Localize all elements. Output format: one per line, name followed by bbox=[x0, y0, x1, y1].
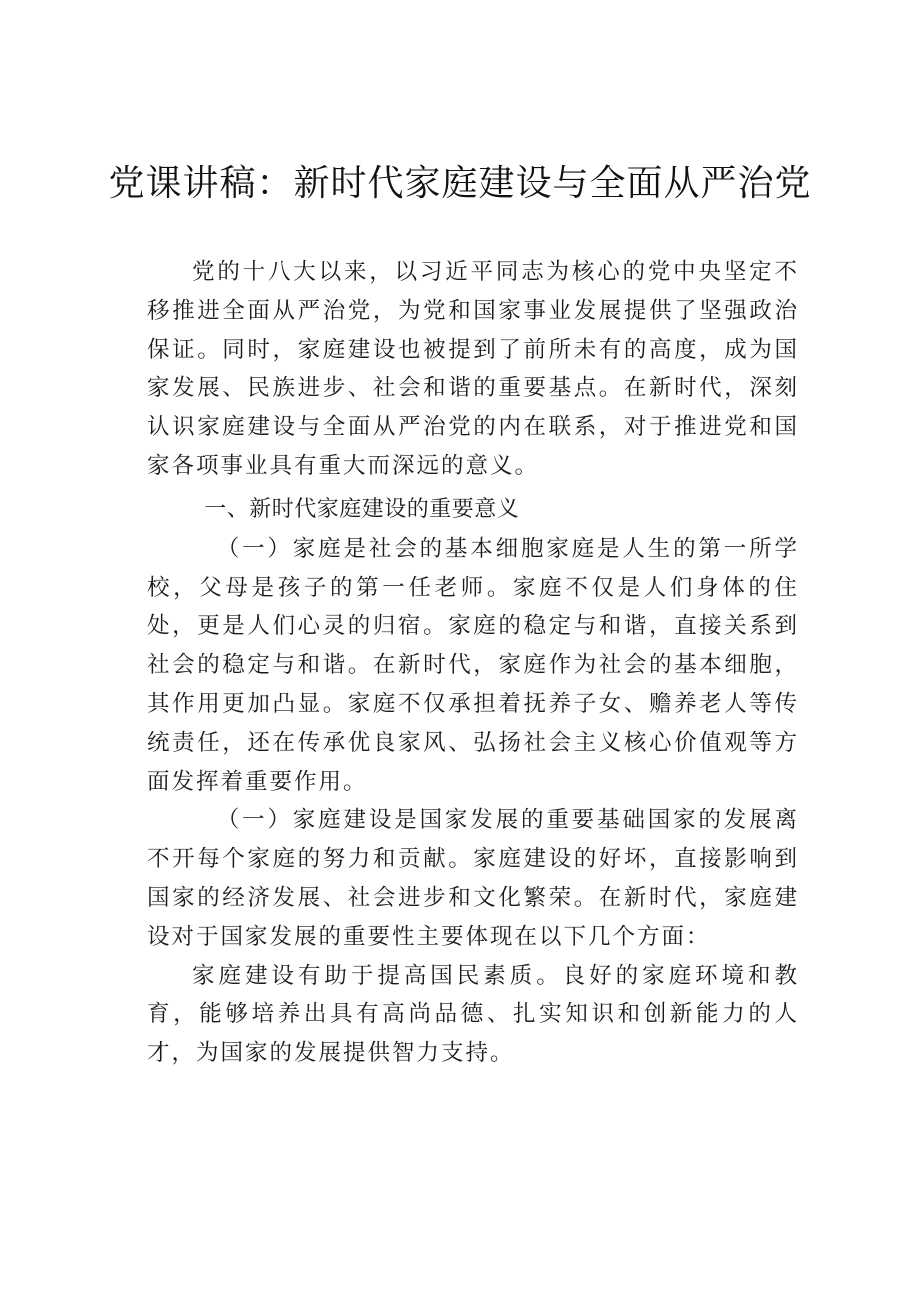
section-heading-1: 一、新时代家庭建设的重要意义 bbox=[204, 496, 520, 522]
document-body bbox=[147, 253, 799, 1073]
point-paragraph-1: 家庭建设有助于提高国民素质。良好的家庭环境和教育，能够培养出具有高尚品德、扎实知识和创新能力的人才，为国家的发展提供智力支持。 bbox=[147, 962, 799, 1067]
intro-paragraph: 党的十八大以来，以习近平同志为核心的党中央坚定不移推进全面从严治党，为党和国家事业发展提供了坚强政治保证。同时，家庭建设也被提到了前所未有的高度，成为国家发展、民族进步、社会和谐的重要基点。在新时代，深刻认识家庭建设与全面从严治党的内在联系，对于推进党和国家各项事业具有重大而深远的意义。 bbox=[147, 259, 799, 479]
subsection-paragraph-2: （一）家庭建设是国家发展的重要基础国家的发展离不开每个家庭的努力和贡献。家庭建设的好坏，直接影响到国家的经济发展、社会进步和文化繁荣。在新时代，家庭建设对于国家发展的重要性主要体现在以下几个方面： bbox=[147, 807, 799, 950]
document-title: 党课讲稿：新时代家庭建设与全面从严治党 bbox=[108, 163, 812, 204]
subsection-paragraph-1: （一）家庭是社会的基本细胞家庭是人生的第一所学校，父母是孩子的第一任老师。家庭不仅是人们身体的住处，更是人们心灵的归宿。家庭的稳定与和谐，直接关系到社会的稳定与和谐。在新时代，家庭作为社会的基本细胞，其作用更加凸显。家庭不仅承担着抚养子女、赡养老人等传统责任，还在传承优良家风、弘扬社会主义核心价值观等方面发挥着重要作用。 bbox=[147, 535, 799, 795]
